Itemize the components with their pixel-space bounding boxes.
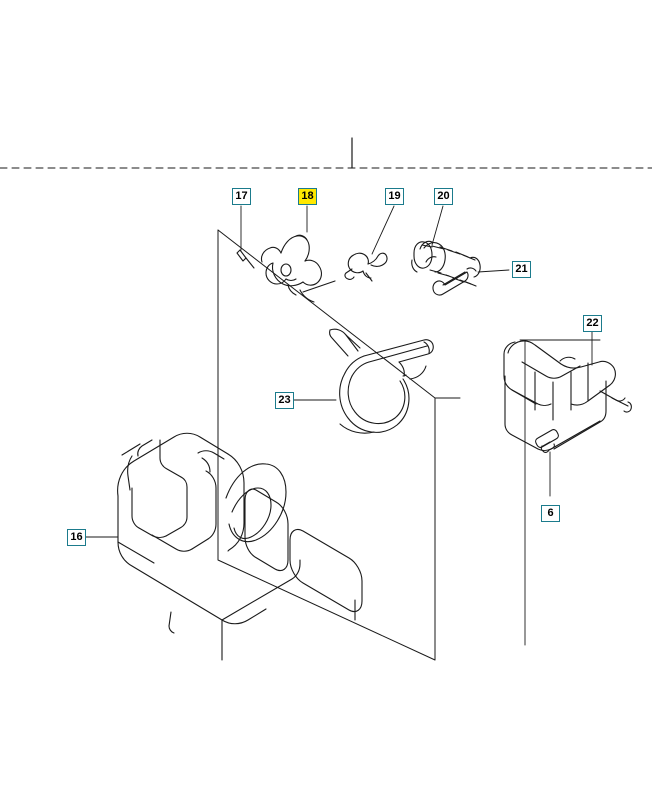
callout-16[interactable]	[67, 529, 86, 546]
part-22-shape	[504, 341, 631, 451]
callout-22[interactable]	[583, 315, 602, 332]
callout-19-label: 19	[388, 190, 401, 202]
callout-6[interactable]	[541, 505, 560, 522]
part-20-shape	[412, 241, 480, 286]
callout-18[interactable]	[298, 188, 317, 205]
part-17-shape	[237, 250, 254, 268]
callout-17[interactable]	[232, 188, 251, 205]
callout-18-label: 18	[301, 190, 314, 202]
callout-20-label: 20	[437, 190, 450, 202]
callout-23-label: 23	[278, 394, 291, 406]
callout-22-label: 22	[586, 317, 599, 329]
part-23-shape	[330, 329, 434, 433]
callout-16-label: 16	[70, 531, 83, 543]
part-19-shape	[345, 253, 387, 281]
callout-19[interactable]	[385, 188, 404, 205]
assembly-frame	[218, 230, 460, 660]
callout-23[interactable]	[275, 392, 294, 409]
callout-6-label: 6	[547, 507, 554, 519]
callout-20[interactable]	[434, 188, 453, 205]
callout-21[interactable]	[512, 261, 531, 278]
callout-21-label: 21	[515, 263, 528, 275]
part-16-shape	[118, 433, 362, 660]
callout-17-label: 17	[235, 190, 248, 202]
